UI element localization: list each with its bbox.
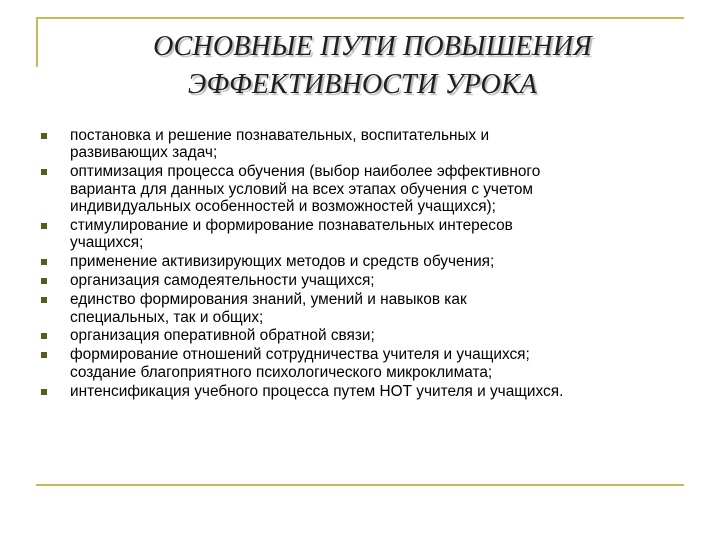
square-bullet-icon xyxy=(41,333,47,339)
bullet-item xyxy=(41,127,691,162)
bullet-text-line: постановка и решение познавательных, воспитательных и xyxy=(70,127,490,144)
bullet-item xyxy=(41,163,691,215)
bottom-rule xyxy=(36,484,684,486)
bullet-item xyxy=(41,383,691,400)
bullet-text-line: интенсификация учебного процесса путем НОТ учителя и учащихся. xyxy=(70,382,564,400)
bullet-text-line: варианта для данных условий на всех этапах обучения с учетом xyxy=(70,180,534,198)
bullet-item xyxy=(41,327,691,344)
bullet-text-line: стимулирование и формирование познавательных интересов xyxy=(70,217,513,235)
square-bullet-icon xyxy=(41,169,47,175)
bullet-text-line: развивающих задач; xyxy=(70,144,218,162)
bullet-text-line: оптимизация процесса обучения (выбор наиболее эффективного xyxy=(70,163,541,181)
title-line-2: ЭФФЕКТИВНОСТИ УРОКА xyxy=(187,69,538,100)
bullet-item xyxy=(41,346,691,381)
square-bullet-icon xyxy=(41,352,47,358)
bullet-item xyxy=(41,291,691,326)
bullet-text-line: формирование отношений сотрудничества учителя и учащихся; xyxy=(70,346,530,364)
bullet-text-line: применение активизирующих методов и средств обучения; xyxy=(70,253,495,271)
slide-title xyxy=(0,28,720,104)
square-bullet-icon xyxy=(41,389,47,395)
bullet-text-line: создание благоприятного психологического микроклимата; xyxy=(70,363,493,381)
bullet-text-line: организация самодеятельности учащихся; xyxy=(70,272,375,290)
bullet-item xyxy=(41,217,691,252)
square-bullet-icon xyxy=(41,133,47,139)
bullet-text-line: специальных, так и общих; xyxy=(70,308,264,326)
bullet-text-line: единство формирования знаний, умений и навыков как xyxy=(70,291,467,309)
bullet-item xyxy=(41,272,691,289)
square-bullet-icon xyxy=(41,297,47,303)
square-bullet-icon xyxy=(41,278,47,284)
bullet-text-line: индивидуальных особенностей и возможностей учащихся); xyxy=(70,198,496,216)
bullet-text-line: учащихся; xyxy=(70,234,144,252)
bullet-text-line: организация оперативной обратной связи; xyxy=(70,327,375,345)
title-line-1: ОСНОВНЫЕ ПУТИ ПОВЫШЕНИЯ xyxy=(153,31,592,62)
top-rule xyxy=(36,17,684,19)
bullet-list xyxy=(41,127,691,402)
square-bullet-icon xyxy=(41,223,47,229)
bullet-item xyxy=(41,253,691,270)
square-bullet-icon xyxy=(41,259,47,265)
